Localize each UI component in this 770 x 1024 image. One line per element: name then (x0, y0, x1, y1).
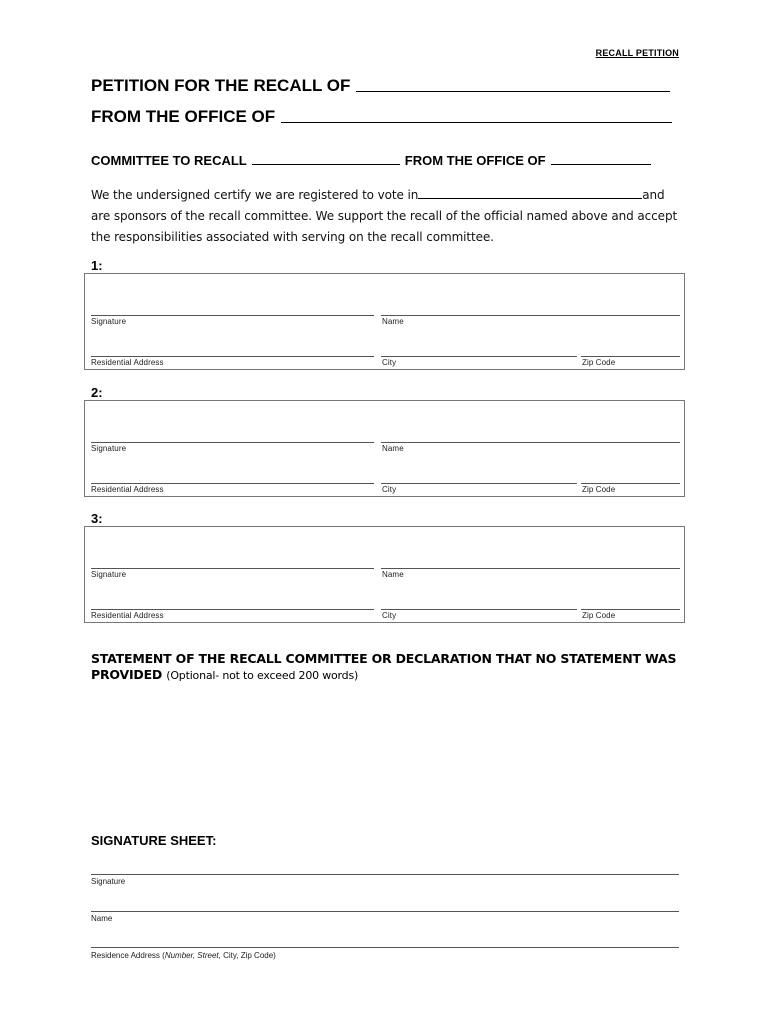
signature-label: Signature (91, 570, 127, 579)
name-field[interactable] (381, 568, 680, 569)
address-label: Residential Address (91, 358, 164, 367)
intro-text-before: We the undersigned certify we are registered to vote in (91, 188, 419, 202)
signature-field[interactable] (91, 442, 374, 443)
official-name-blank[interactable] (356, 91, 670, 92)
zip-field[interactable] (581, 356, 680, 357)
signature-label: Signature (91, 317, 127, 326)
office-blank[interactable] (281, 122, 672, 123)
sheet-address-label (91, 951, 276, 960)
intro-text-after: and are sponsors of the recall committee. We support the recall of the official named above and accept the responsibilities associated with serving on the recall committee. (91, 188, 678, 244)
statement-optional-note: (Optional- not to exceed 200 words) (166, 669, 359, 682)
address-field[interactable] (91, 356, 374, 357)
committee-office-blank[interactable] (551, 164, 651, 165)
signature-label: Signature (91, 444, 127, 453)
city-label: City (382, 485, 397, 494)
committee-label: COMMITTEE TO RECALL (91, 153, 247, 168)
sheet-signature-label: Signature (91, 877, 126, 886)
city-field[interactable] (381, 483, 577, 484)
zip-field[interactable] (581, 609, 680, 610)
city-label: City (382, 358, 397, 367)
city-field[interactable] (381, 609, 577, 610)
intro-paragraph (91, 185, 681, 248)
name-label: Name (382, 317, 404, 326)
statement-heading (91, 651, 681, 684)
committee-member-box (84, 400, 685, 497)
committee-member-box (84, 526, 685, 623)
signature-sheet-heading: SIGNATURE SHEET: (91, 833, 217, 848)
signature-field[interactable] (91, 315, 374, 316)
document-header-label: RECALL PETITION (595, 48, 679, 58)
statement-text-area[interactable] (91, 690, 681, 820)
address-label: Residential Address (91, 611, 164, 620)
signature-field[interactable] (91, 568, 374, 569)
committee-line (91, 153, 656, 168)
name-field[interactable] (381, 442, 680, 443)
office-title-text: FROM THE OFFICE OF (91, 107, 276, 126)
name-label: Name (382, 570, 404, 579)
sheet-signature-field[interactable] (91, 874, 679, 875)
sheet-name-label: Name (91, 914, 113, 923)
address-field[interactable] (91, 609, 374, 610)
sheet-name-field[interactable] (91, 911, 679, 912)
office-title (91, 107, 672, 127)
sheet-address-label-suffix: City, Zip Code) (220, 951, 276, 960)
statement-heading-text: STATEMENT OF THE RECALL COMMITTEE OR DECLARATION THAT NO STATEMENT WAS PROVIDED (91, 651, 677, 682)
zip-label: Zip Code (582, 358, 616, 367)
sheet-address-field[interactable] (91, 947, 679, 948)
name-field[interactable] (381, 315, 680, 316)
city-field[interactable] (381, 356, 577, 357)
city-label: City (382, 611, 397, 620)
zip-field[interactable] (581, 483, 680, 484)
zip-label: Zip Code (582, 611, 616, 620)
entry-number: 2: (91, 385, 103, 400)
zip-label: Zip Code (582, 485, 616, 494)
committee-office-label: FROM THE OFFICE OF (404, 153, 546, 168)
sheet-address-label-prefix: Residence Address ( (91, 951, 165, 960)
entry-number: 3: (91, 511, 103, 526)
address-field[interactable] (91, 483, 374, 484)
entry-number: 1: (91, 258, 103, 273)
petition-title (91, 76, 670, 96)
address-label: Residential Address (91, 485, 164, 494)
sheet-address-label-italic: Number, Street, (164, 951, 221, 960)
committee-recall-blank[interactable] (252, 164, 400, 165)
name-label: Name (382, 444, 404, 453)
petition-title-text: PETITION FOR THE RECALL OF (91, 76, 351, 95)
jurisdiction-blank[interactable] (418, 187, 642, 199)
committee-member-box (84, 273, 685, 370)
